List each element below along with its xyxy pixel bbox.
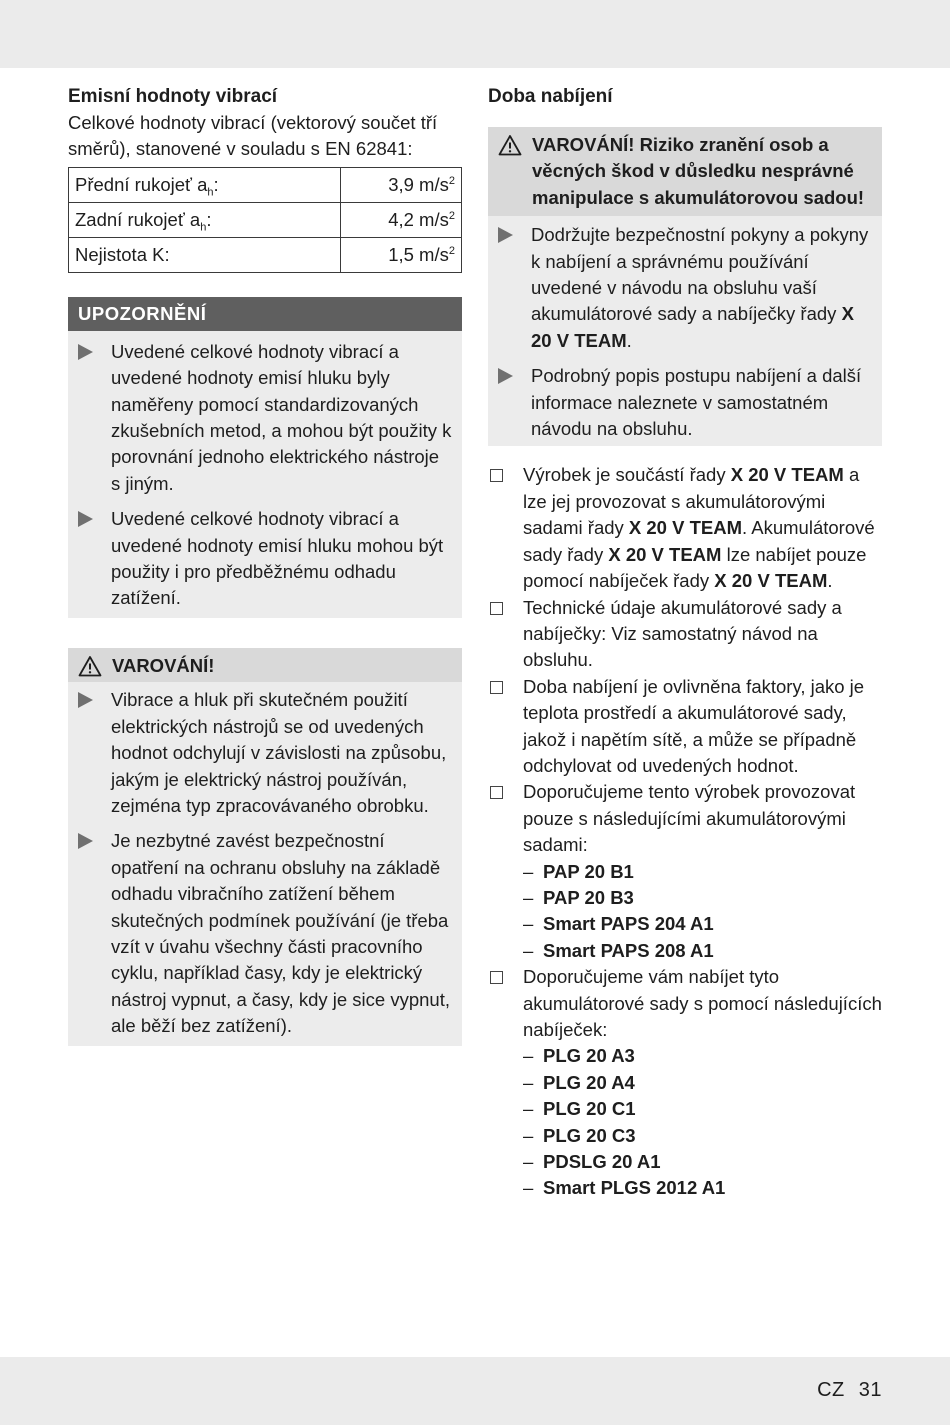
battery-item: – PAP 20 B3 xyxy=(523,886,634,908)
notice-box xyxy=(68,297,462,618)
vibration-warning-box xyxy=(68,648,462,1046)
bullet-arrow-icon xyxy=(498,227,513,243)
battery-item: – Smart PAPS 204 A1 xyxy=(523,913,714,935)
charging-heading: Doba nabíjení xyxy=(488,86,613,107)
language-code: CZ xyxy=(817,1379,845,1401)
notice-title: UPOZORNĚNÍ xyxy=(68,297,462,331)
table-row xyxy=(69,167,462,202)
battery-item: – PAP 20 B1 xyxy=(523,860,634,882)
checklist-item: Doporučujeme tento výrobek provozovat pouze s následujícími akumulátorovými sadami: – PAP 20 B1 – PAP 20 B3 – Smart PAPS 204 A1 – Smart PAPS 208 A1 xyxy=(488,779,882,964)
charger-item: – Smart PLGS 2012 A1 xyxy=(523,1177,726,1199)
checklist-item: Doporučujeme vám nabíjet tyto akumulátorové sady s pomocí následujících nabíječek: – PLG 20 A3 – PLG 20 A4 – PLG 20 C1 – PLG 20 C3 – PDSLG 20 A1 – Smart PLGS 2012 A1 xyxy=(488,964,882,1202)
right-column xyxy=(488,84,882,1202)
charger-item: – PLG 20 A4 xyxy=(523,1071,635,1093)
notice-item: Uvedené celkové hodnoty vibrací a uvedené hodnoty emisí hluku mohou být použity i pro předběžnému odhadu zatížení. xyxy=(78,506,452,612)
warning-header xyxy=(68,648,462,682)
left-column xyxy=(68,84,462,1046)
checklist-item: Výrobek je součástí řady X 20 V TEAM a lze jej provozovat s akumulátorovými sadami řady X 20 V TEAM. Akumulátorové sady řady X 20 V TEAM lze nabíjet pouze pomocí nabíječek řady X 20 V TEAM. xyxy=(488,462,882,594)
notice-item: Uvedené celkové hodnoty vibrací a uvedené hodnoty emisí hluku byly naměřeny pomocí standardizovaných zkušebních metod, a mohou být použity k porovnání jednoho elektrického nástroje s jiným. xyxy=(78,339,452,497)
charger-item: – PLG 20 C3 xyxy=(523,1124,636,1146)
warning-triangle-icon xyxy=(78,655,102,677)
vibration-intro: Celkové hodnoty vibrací (vektorový součet tří směrů), stanovené v souladu s EN 62841: xyxy=(68,112,438,160)
warning-title: VAROVÁNÍ! xyxy=(112,654,215,676)
checklist-item: Doba nabíjení je ovlivněna faktory, jako je teplota prostředí a akumulátorové sady, jakož i napětím sítě, a může se případně odchylovat od uvedených hodnot. xyxy=(488,674,882,780)
charging-warning-box xyxy=(488,127,882,446)
warning-item: Podrobný popis postupu nabíjení a další informace naleznete v samostatném návodu na obsluhu. xyxy=(498,363,872,442)
page-footer xyxy=(817,1377,882,1403)
warning-header xyxy=(488,127,882,216)
warning-item: Vibrace a hluk při skutečném použití elektrických nástrojů se od uvedených hodnot odchylují v závislosti na způsobu, jakým je elektrický nástroj používán, zejména typ zpracovávaného obrobku. xyxy=(78,687,452,819)
charger-item: – PLG 20 C1 xyxy=(523,1098,636,1120)
table-label: Nejistota K: xyxy=(69,237,341,272)
bullet-arrow-icon xyxy=(78,692,93,708)
footer-band xyxy=(0,1357,950,1425)
checkbox-square-icon xyxy=(490,469,503,482)
bullet-arrow-icon xyxy=(78,511,93,527)
table-value: 4,2 $m/s^2$ xyxy=(341,202,462,237)
charger-item: – PLG 20 A3 xyxy=(523,1045,635,1067)
table-row xyxy=(69,237,462,272)
bullet-arrow-icon xyxy=(498,368,513,384)
table-label: Zadní rukojeť $a_h$: xyxy=(69,202,341,237)
table-label: Přední rukojeť $a_h$: xyxy=(69,167,341,202)
checkbox-square-icon xyxy=(490,602,503,615)
charger-item: – PDSLG 20 A1 xyxy=(523,1151,661,1173)
table-value: 3,9 $m/s^2$ xyxy=(341,167,462,202)
checkbox-square-icon xyxy=(490,786,503,799)
bullet-arrow-icon xyxy=(78,344,93,360)
vibration-table xyxy=(68,167,462,273)
vibration-heading: Emisní hodnoty vibrací xyxy=(68,86,278,107)
bullet-arrow-icon xyxy=(78,833,93,849)
table-value: 1,5 $m/s^2$ xyxy=(341,237,462,272)
battery-item: – Smart PAPS 208 A1 xyxy=(523,939,714,961)
page-number: 31 xyxy=(858,1379,882,1401)
warning-triangle-icon xyxy=(498,134,522,156)
warning-item: Dodržujte bezpečnostní pokyny a pokyny k nabíjení a správnému používání uvedené v návodu na obsluhu vaší akumulátorové sady a nabíječky řady X 20 V TEAM. xyxy=(498,222,872,354)
table-row xyxy=(69,202,462,237)
checkbox-square-icon xyxy=(490,971,503,984)
warning-title: VAROVÁNÍ! Riziko zranění osob a věcných škod v důsledku nesprávné manipulace s akumulátorovou sadou! xyxy=(532,134,865,208)
checkbox-square-icon xyxy=(490,681,503,694)
checklist-item: Technické údaje akumulátorové sady a nabíječky: Viz samostatný návod na obsluhu. xyxy=(488,595,882,674)
top-band xyxy=(0,0,950,68)
warning-item: Je nezbytné zavést bezpečnostní opatření na ochranu obsluhy na základě odhadu vibračního zatížení během skutečných podmínek používání (je třeba vzít v úvahu všechny části pracovního cyklu, například časy, kdy je elektrický nástroj vypnut, a časy, kdy je sice vypnut, ale běží bez zatížení). xyxy=(78,828,452,1039)
